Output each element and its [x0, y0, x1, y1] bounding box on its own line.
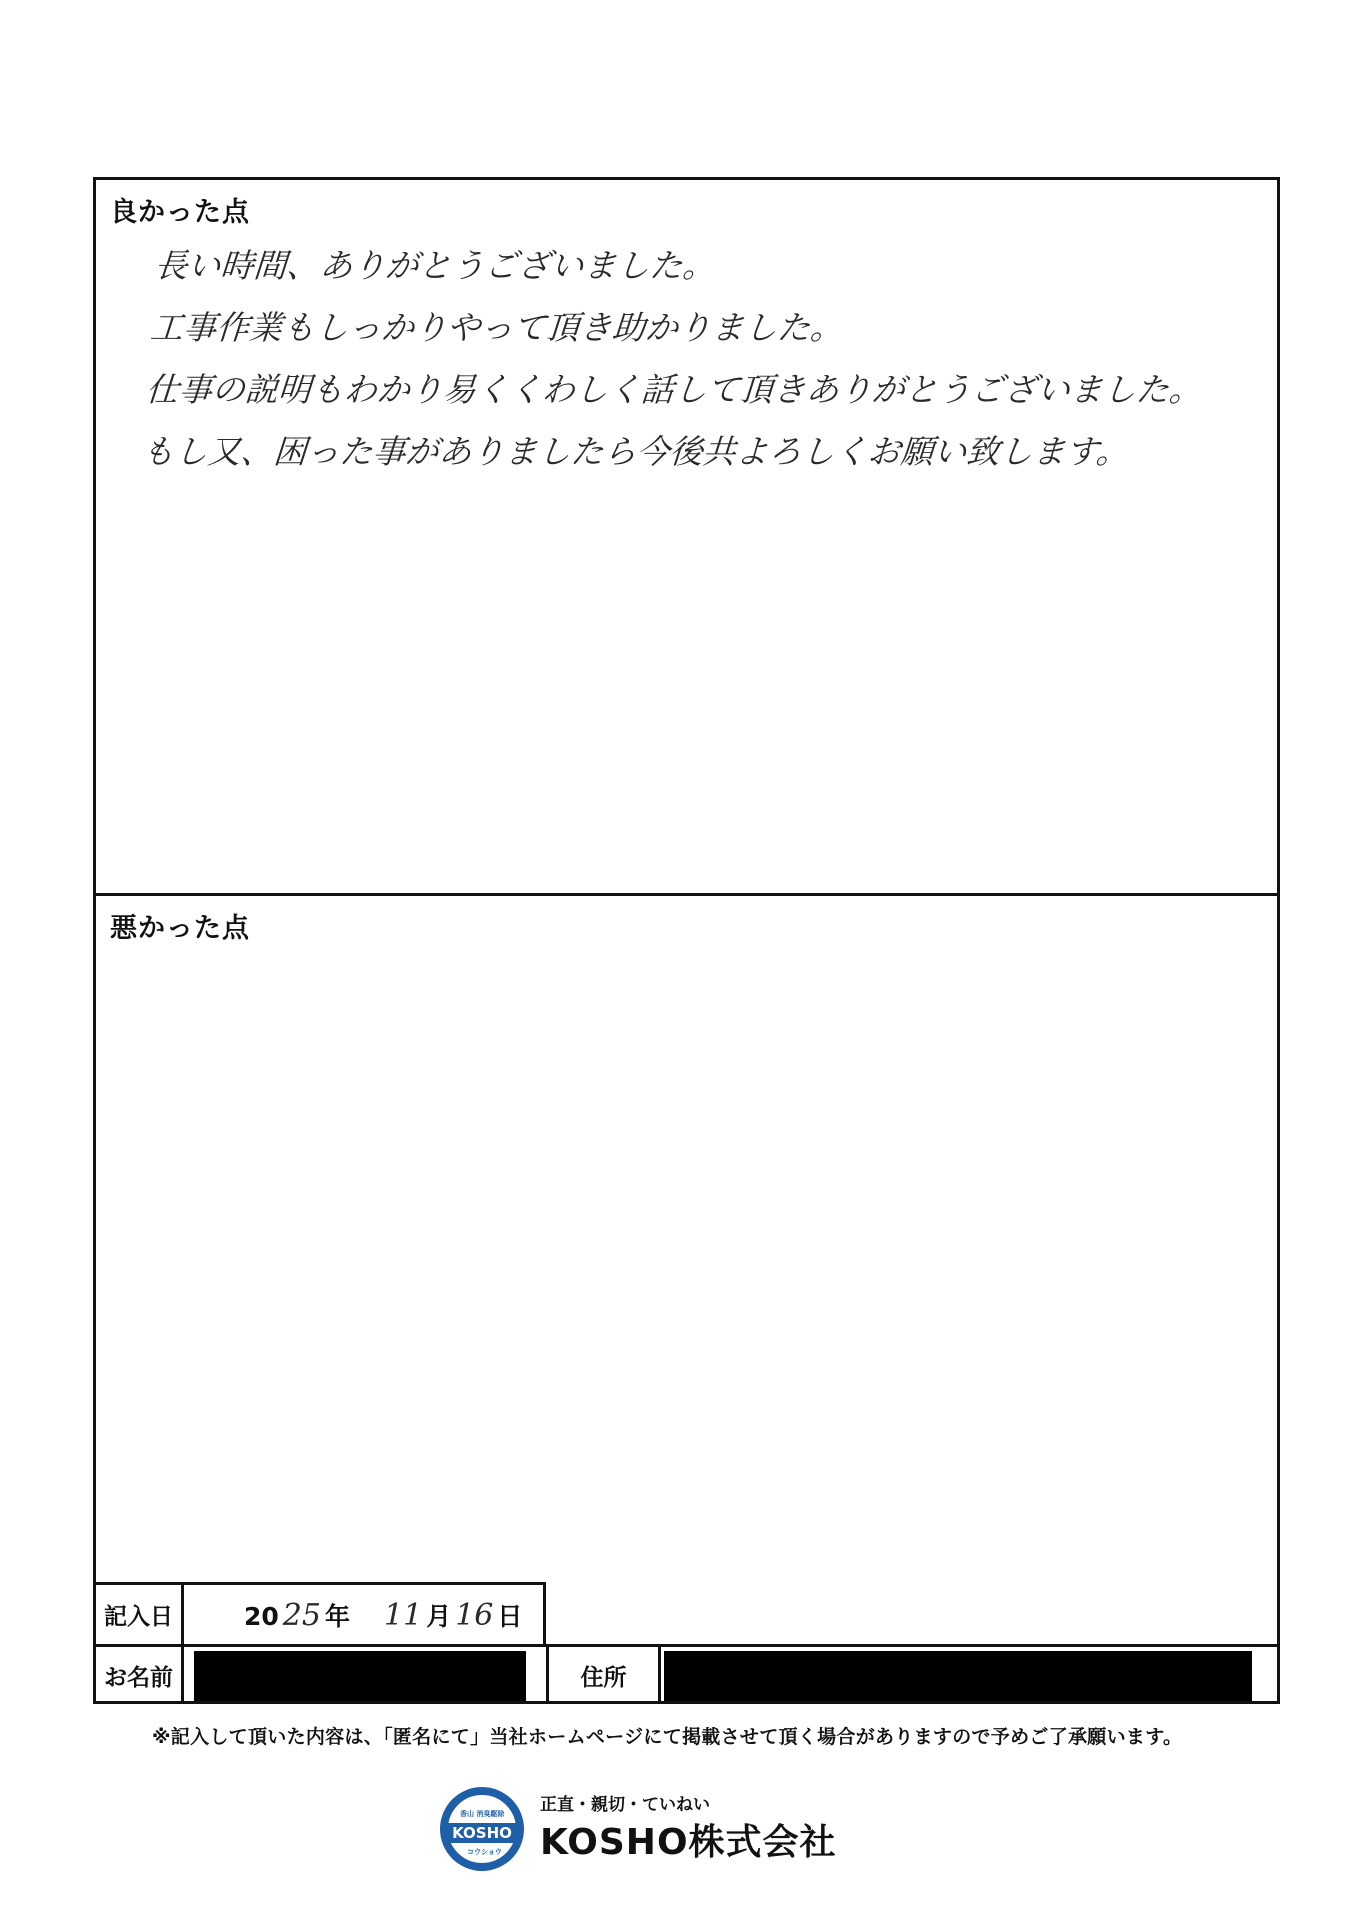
- bad-points-label: 悪かった点: [110, 913, 250, 944]
- kosho-seal-logo: [440, 1787, 524, 1871]
- handwritten-line: 工事作業もしっかりやって頂き助かりました。: [148, 308, 845, 347]
- good-points-handwritten-text: [139, 235, 1276, 483]
- date-year-unit: 年: [324, 1602, 350, 1631]
- date-year-handwritten: 25: [282, 1598, 321, 1633]
- name-address-row: [96, 1644, 1277, 1704]
- company-tagline: 正直・親切・ていねい: [540, 1795, 710, 1815]
- survey-form: [93, 177, 1280, 1704]
- company-name: KOSHO株式会社: [540, 1822, 837, 1863]
- date-day-handwritten: 16: [455, 1598, 494, 1633]
- entry-date-row: [96, 1582, 546, 1644]
- handwritten-line: 仕事の説明もわかり易くくわしく話して頂きありがとうございました。: [144, 370, 1204, 409]
- bad-points-section: [96, 896, 1277, 1582]
- name-label: お名前: [96, 1647, 184, 1704]
- seal-bottom-text: コウショウ: [467, 1848, 502, 1856]
- handwritten-line: 長い時間、ありがとうございました。: [153, 246, 717, 285]
- name-redaction: [194, 1651, 526, 1701]
- date-century: 20: [244, 1602, 279, 1631]
- seal-brand-text: KOSHO: [448, 1823, 516, 1843]
- handwritten-line: もし又、困った事がありましたら今後共よろしくお願い致します。: [140, 432, 1131, 471]
- address-redaction: [664, 1651, 1252, 1701]
- address-label: 住所: [546, 1647, 661, 1704]
- company-logo-block: [440, 1784, 920, 1894]
- seal-top-text: 香山 消臭駆除: [460, 1810, 505, 1818]
- good-points-label: 良かった点: [110, 197, 250, 228]
- entry-date-label: 記入日: [96, 1585, 184, 1644]
- date-month-unit: 月: [426, 1602, 452, 1631]
- good-points-section: [96, 180, 1277, 896]
- date-month-handwritten: 11: [384, 1598, 423, 1633]
- publication-notice: ※記入して頂いた内容は、「匿名にて」当社ホームページにて掲載させて頂く場合がありますので予めご了承願います。: [152, 1726, 1183, 1748]
- date-day-unit: 日: [497, 1602, 523, 1631]
- entry-date-value: [244, 1597, 522, 1633]
